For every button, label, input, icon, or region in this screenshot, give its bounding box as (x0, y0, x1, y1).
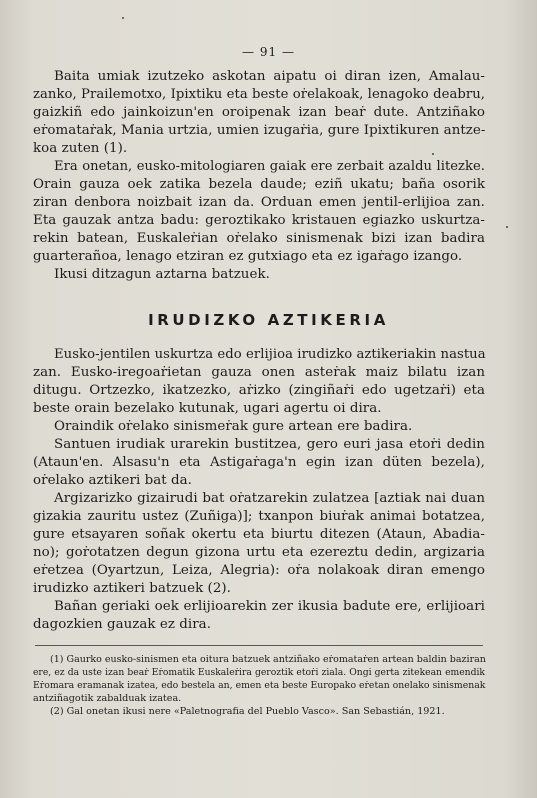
text-line: Orain gauza oek zatika bezela daude; eziñ ukatu; baña osorik (33, 177, 485, 192)
page-number: — 91 — (242, 45, 295, 59)
text-line: gure etsayaren soñak okertu eta biurtu ditezen (Ataun, Abadia- (33, 527, 485, 542)
text-line: ditugu. Ortzezko, ikatzezko, aṙizko (zingiñaṙi edo ugetzaṙi) eta (33, 383, 485, 398)
text-line: eṙomataṙak, Mania urtzia, umien izugaṙia, gure Ipixtikuren antze- (33, 123, 486, 138)
footnote-line: antziñagotik zabalduak izatea. (33, 693, 182, 704)
text-line: Santuen irudiak urarekin bustitzea, gero euri jasa etoṙi dedin (54, 437, 485, 452)
text-line: Argizarizko gizairudi bat oṙatzarekin zulatzea [aztiak nai duan (54, 491, 485, 506)
text-line: Era onetan, eusko-mitologiaren gaiak ere zerbait azaldu litezke. (54, 159, 485, 174)
footnote-separator (35, 645, 483, 646)
footnote-line: Eṙomara eramanak izatea, edo bestela an, emen eta beste Europako eṙetan onelako sinismenak (33, 680, 486, 691)
text-line: ziran denbora noizbait izan da. Orduan emen jentil-erlijioa zan. (33, 195, 485, 210)
scan-speck (122, 17, 124, 19)
text-line: Ikusi ditzagun aztarna batzuek. (54, 267, 270, 282)
text-line: eṙetzea (Oyartzun, Leiza, Alegria): oṙa nolakoak diran emengo (33, 563, 485, 578)
scan-speck (432, 153, 434, 155)
section-heading: IRUDIZKO AZTIKERIA (148, 311, 389, 329)
text-line: guarterañoa, lenago etziran ez gutxiago eta ez igaṙago izango. (33, 249, 463, 264)
text-line: oṙelako aztikeri bat da. (33, 473, 192, 488)
text-line: koa zuten (1). (33, 141, 128, 156)
text-line: beste orain bezelako kutunak, ugari agertu oi dira. (33, 401, 382, 416)
text-line: zanko, Prailemotxo, Ipixtiku eta beste oṙelakoak, lenagoko deabru, (33, 87, 485, 102)
scan-speck (506, 226, 508, 228)
text-line: rekin batean, Euskaleṙian oṙelako sinismenak bizi izan badira (33, 231, 485, 246)
footnote-line: ere, ez da uste izan beaṙ Eṙomatik Euskaleṙira geroztik etoṙi ziala. Ongi gerta zitekean emendik (33, 667, 485, 678)
text-line: gizakia zauritu ustez (Zuñiga)]; txanpon biuṙak animai botatzea, (33, 509, 485, 524)
text-line: Baita umiak izutzeko askotan aipatu oi diran izen, Amalau- (54, 69, 485, 84)
text-line: Eusko-jentilen uskurtza edo erlijioa irudizko aztikeriakin nastua (54, 347, 486, 362)
text-line: no); goṙotatzen degun gizona urtu eta ezereztu dedin, argizaria (33, 545, 485, 560)
text-line: gaizkiñ edo jainkoizun'en oroipenak izan beaṙ dute. Antziñako (33, 105, 485, 120)
text-line: zan. Eusko-iregoaṙietan gauza onen asteṙak maiz bilatu izan (33, 365, 485, 380)
footnote-line: (2) Gal onetan ikusi nere «Paletnografia del Pueblo Vasco». San Sebastián, 1921. (50, 706, 445, 717)
footnote-line: (1) Gaurko eusko-sinismen eta oitura batzuek antziñako eṙomataṙen artean baldin baziran (50, 654, 486, 665)
text-line: Oraindik oṙelako sinismeṙak gure artean ere badira. (54, 419, 413, 434)
text-line: Eta gauzak antza badu: geroztikako kristauen egiazko uskurtza- (33, 213, 485, 228)
text-line: (Ataun'en. Alsasu'n eta Astigaṙaga'n egin izan düten bezela), (33, 455, 485, 470)
text-line: dagozkien gauzak ez dira. (33, 617, 212, 632)
text-line: irudizko aztikeri batzuek (2). (33, 581, 231, 596)
text-line: Bañan geriaki oek erlijioarekin zer ikusia badute ere, erlijioari (54, 599, 485, 614)
